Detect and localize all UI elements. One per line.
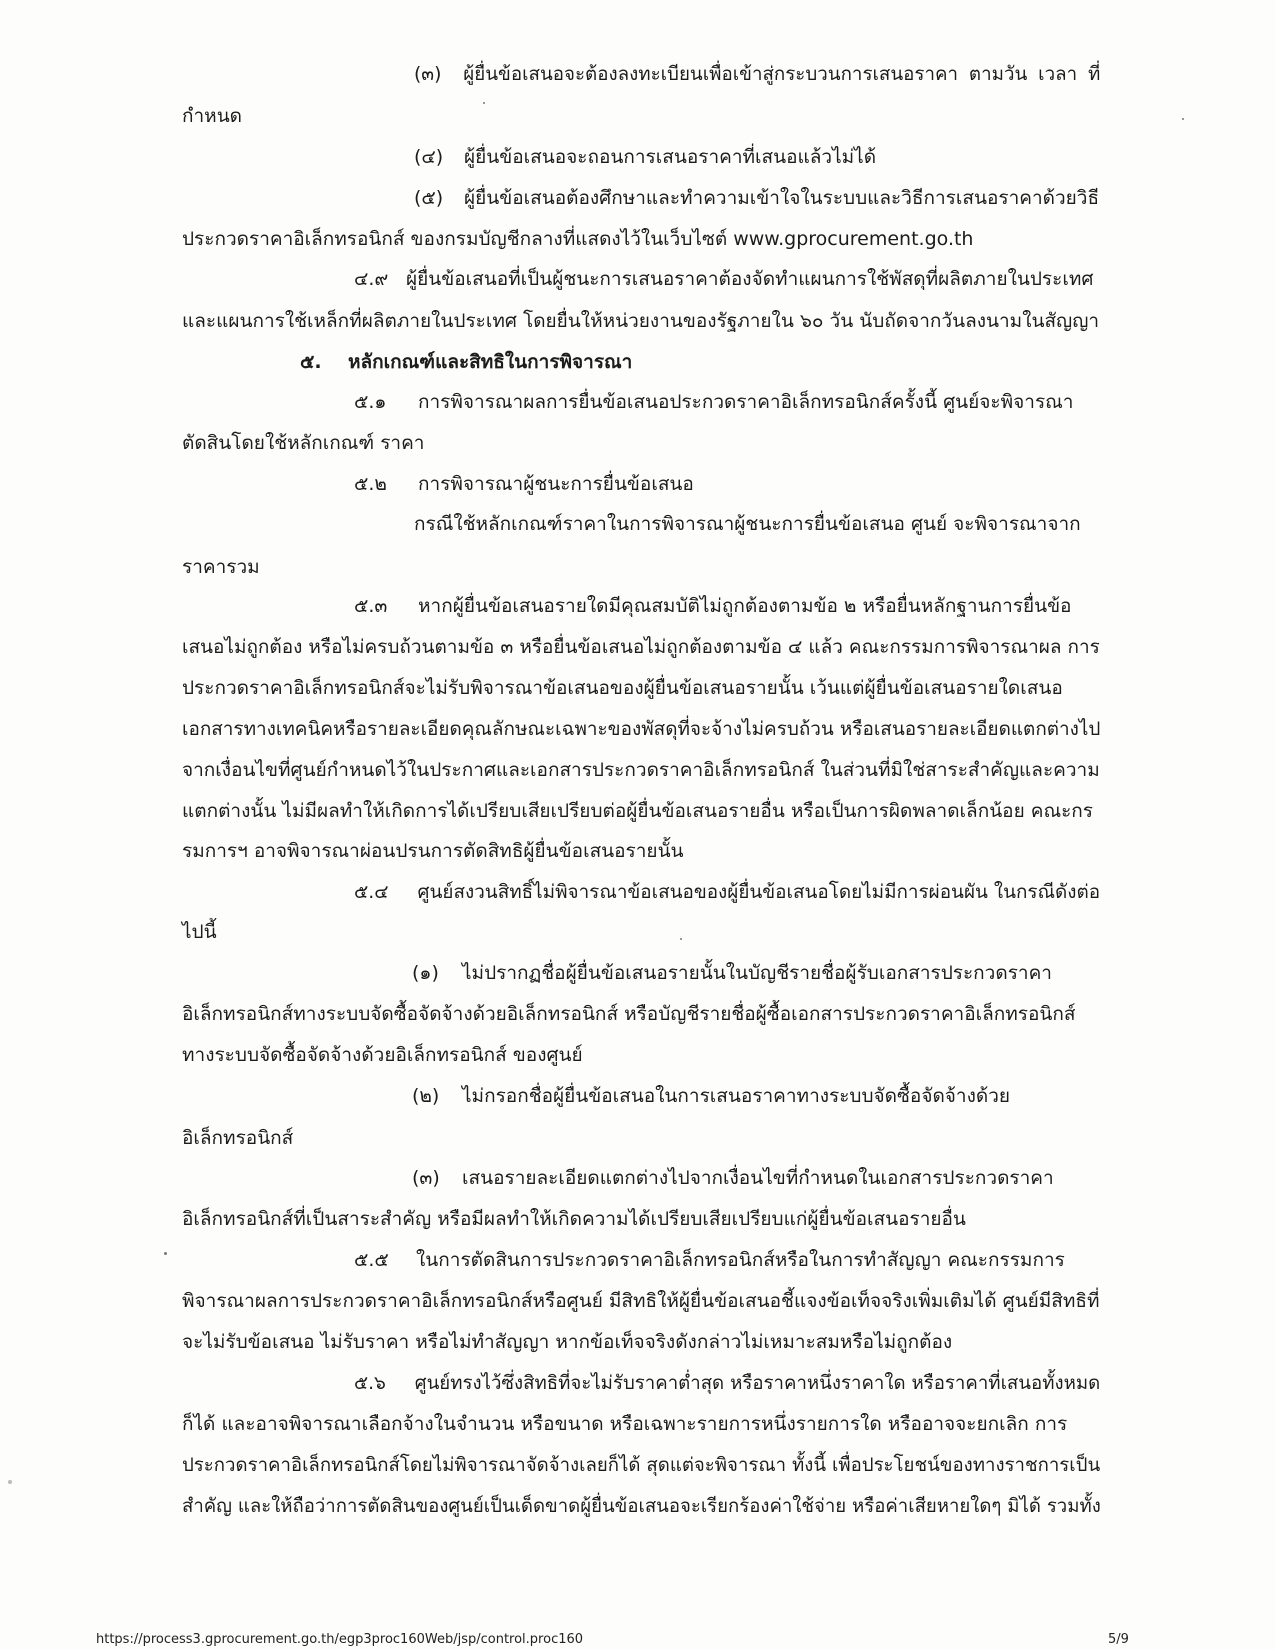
footer-url: https://process3.gprocurement.go.th/egp3proc160Web/jsp/control.proc160 [96,1632,584,1647]
item-number: (๑) [412,962,439,984]
section-5-heading [300,350,632,374]
text-line: กรณีใช้หลักเกณฑ์ราคาในการพิจารณาผู้ชนะการยื่นข้อเสนอ ศูนย์ จะพิจารณาจาก [414,513,1081,535]
text-line: ประกวดราคาอิเล็กทรอนิกส์ ของกรมบัญชีกลางที่แสดงไว้ในเว็บไซต์ www.gprocurement.go.th [182,228,974,250]
clause-number: ๕.๔ [354,881,389,903]
scan-speck [1182,118,1184,120]
text-line: แตกต่างนั้น ไม่มีผลทำให้เกิดการได้เปรียบเสียเปรียบต่อผู้ยื่นข้อเสนอรายอื่น หรือเป็นการผิดพลาดเล็กน้อย คณะกร [182,800,1094,822]
clause-number: ๔.๙ [354,268,389,290]
clause-5-6-line [354,1371,1100,1395]
clause-5-1-line [354,390,1073,414]
section-number: ๕. [300,351,322,373]
text-line: ตัดสินโดยใช้หลักเกณฑ์ ราคา [182,432,425,454]
clause-number: ๕.๓ [354,595,388,617]
item-3-line [414,62,1100,86]
text-line: ราคารวม [182,556,260,578]
text-line: ก็ได้ และอาจพิจารณาเลือกจ้างในจำนวน หรือขนาด หรือเฉพาะรายการหนึ่งรายการใด หรืออาจจะยกเลิก การ [182,1413,1068,1435]
text-line: เอกสารทางเทคนิคหรือรายละเอียดคุณลักษณะเฉพาะของพัสดุที่จะจ้างไม่ครบถ้วน หรือเสนอรายละเอียดแตกต่างไป [182,718,1101,740]
text-line: รมการฯ อาจพิจารณาผ่อนปรนการตัดสิทธิผู้ยื่นข้อเสนอรายนั้น [182,840,684,862]
text-line: และแผนการใช้เหล็กที่ผลิตภายในประเทศ โดยยื่นให้หน่วยงานของรัฐภายใน ๖๐ วัน นับถัดจากวันลงนามในสัญญา [182,310,1100,332]
scan-speck [680,938,682,940]
clause-5-2-line [354,472,694,496]
clause-text: ในการตัดสินการประกวดราคาอิเล็กทรอนิกส์หรือในการทำสัญญา คณะกรรมการ [416,1249,1065,1271]
text-line: เสนอไม่ถูกต้อง หรือไม่ครบถ้วนตามข้อ ๓ หรือยื่นข้อเสนอไม่ถูกต้องตามข้อ ๔ แล้ว คณะกรรมการพิจารณาผล การ [182,636,1100,658]
item-number: (๓) [414,63,442,85]
item-2-line [412,1084,1010,1108]
clause-text: การพิจารณาผู้ชนะการยื่นข้อเสนอ [418,473,694,495]
scan-speck [164,1252,167,1255]
clause-5-4-line [354,880,1100,904]
text-line: จากเงื่อนไขที่ศูนย์กำหนดไว้ในประกาศและเอกสารประกวดราคาอิเล็กทรอนิกส์ ในส่วนที่มิใช่สาระสำคัญและความ [182,759,1100,781]
item-text: ผู้ยื่นข้อเสนอจะต้องลงทะเบียนเพื่อเข้าสู่กระบวนการเสนอราคา ตามวัน เวลา ที่ [463,63,1101,85]
item-text: ไม่ปรากฏชื่อผู้ยื่นข้อเสนอรายนั้นในบัญชีรายชื่อผู้รับเอกสารประกวดราคา [462,962,1052,984]
text-line: จะไม่รับข้อเสนอ ไม่รับราคา หรือไม่ทำสัญญา หากข้อเท็จจริงดังกล่าวไม่เหมาะสมหรือไม่ถูกต้อง [182,1331,953,1353]
item-4-line [414,145,876,169]
clause-5-5-line [354,1248,1065,1272]
clause-text: ศูนย์ทรงไว้ซึ่งสิทธิที่จะไม่รับราคาต่ำสุด หรือราคาหนึ่งราคาใด หรือราคาที่เสนอทั้งหมด [414,1372,1101,1394]
item-text: ไม่กรอกชื่อผู้ยื่นข้อเสนอในการเสนอราคาทางระบบจัดซื้อจัดจ้างด้วย [462,1085,1011,1107]
clause-number: ๕.๕ [354,1249,389,1271]
clause-number: ๕.๒ [354,473,387,495]
clause-text: การพิจารณาผลการยื่นข้อเสนอประกวดราคาอิเล็กทรอนิกส์ครั้งนี้ ศูนย์จะพิจารณา [418,391,1074,413]
item-text: เสนอรายละเอียดแตกต่างไปจากเงื่อนไขที่กำหนดในเอกสารประกวดราคา [462,1167,1054,1189]
clause-text: ผู้ยื่นข้อเสนอที่เป็นผู้ชนะการเสนอราคาต้องจัดทำแผนการใช้พัสดุที่ผลิตภายในประเทศ [406,268,1094,290]
text-line: อิเล็กทรอนิกส์ทางระบบจัดซื้อจัดจ้างด้วยอิเล็กทรอนิกส์ หรือบัญชีรายชื่อผู้ซื้อเอกสารประกวดราคาอิเล็กทรอนิกส์ [182,1003,1076,1025]
section-title: หลักเกณฑ์และสิทธิในการพิจารณา [348,351,633,373]
clause-number: ๕.๖ [354,1372,386,1394]
text-line: กำหนด [182,105,243,127]
text-line: ประกวดราคาอิเล็กทรอนิกส์โดยไม่พิจารณาจัดจ้างเลยก็ได้ สุดแต่จะพิจารณา ทั้งนี้ เพื่อประโยชน์ของทางราชการเป็น [182,1454,1101,1476]
clause-5-3-line [354,594,1071,618]
item-number: (๒) [412,1085,440,1107]
clause-text: หากผู้ยื่นข้อเสนอรายใดมีคุณสมบัติไม่ถูกต้องตามข้อ ๒ หรือยื่นหลักฐานการยื่นข้อ [418,595,1072,617]
scan-speck [8,1480,12,1484]
item-3b-line [412,1166,1054,1190]
scan-speck [483,102,485,104]
text-line: พิจารณาผลการประกวดราคาอิเล็กทรอนิกส์หรือศูนย์ มีสิทธิให้ผู้ยื่นข้อเสนอชี้แจงข้อเท็จจริงเพิ่มเติมได้ ศูนย์มีสิทธิที่ [182,1290,1100,1312]
clause-number: ๕.๑ [354,391,387,413]
item-text: ผู้ยื่นข้อเสนอต้องศึกษาและทำความเข้าใจในระบบและวิธีการเสนอราคาด้วยวิธี [464,187,1100,209]
item-number: (๔) [414,146,444,168]
footer-page-number: 5/9 [1108,1632,1129,1647]
text-line: ประกวดราคาอิเล็กทรอนิกส์จะไม่รับพิจารณาข้อเสนอของผู้ยื่นข้อเสนอรายนั้น เว้นแต่ผู้ยื่นข้อเสนอรายใดเสนอ [182,677,1063,699]
text-line: อิเล็กทรอนิกส์ที่เป็นสาระสำคัญ หรือมีผลทำให้เกิดความได้เปรียบเสียเปรียบแก่ผู้ยื่นข้อเสนอรายอื่น [182,1208,966,1230]
item-1-line [412,961,1052,985]
text-line: ทางระบบจัดซื้อจัดจ้างด้วยอิเล็กทรอนิกส์ ของศูนย์ [182,1044,583,1066]
item-number: (๓) [412,1167,440,1189]
text-line: อิเล็กทรอนิกส์ [182,1127,294,1149]
clause-4-9-line [354,267,1093,291]
text-line: สำคัญ และให้ถือว่าการตัดสินของศูนย์เป็นเด็ดขาดผู้ยื่นข้อเสนอจะเรียกร้องค่าใช้จ่าย หรือค่าเสียหายใดๆ มิได้ รวมทั้ง [182,1495,1101,1517]
text-line: ไปนี้ [182,921,217,943]
item-number: (๕) [414,187,444,209]
clause-text: ศูนย์สงวนสิทธิ์ไม่พิจารณาข้อเสนอของผู้ยื่นข้อเสนอโดยไม่มีการผ่อนผัน ในกรณีดังต่อ [417,881,1101,903]
item-text: ผู้ยื่นข้อเสนอจะถอนการเสนอราคาที่เสนอแล้วไม่ได้ [464,146,877,168]
item-5-line [414,186,1099,210]
